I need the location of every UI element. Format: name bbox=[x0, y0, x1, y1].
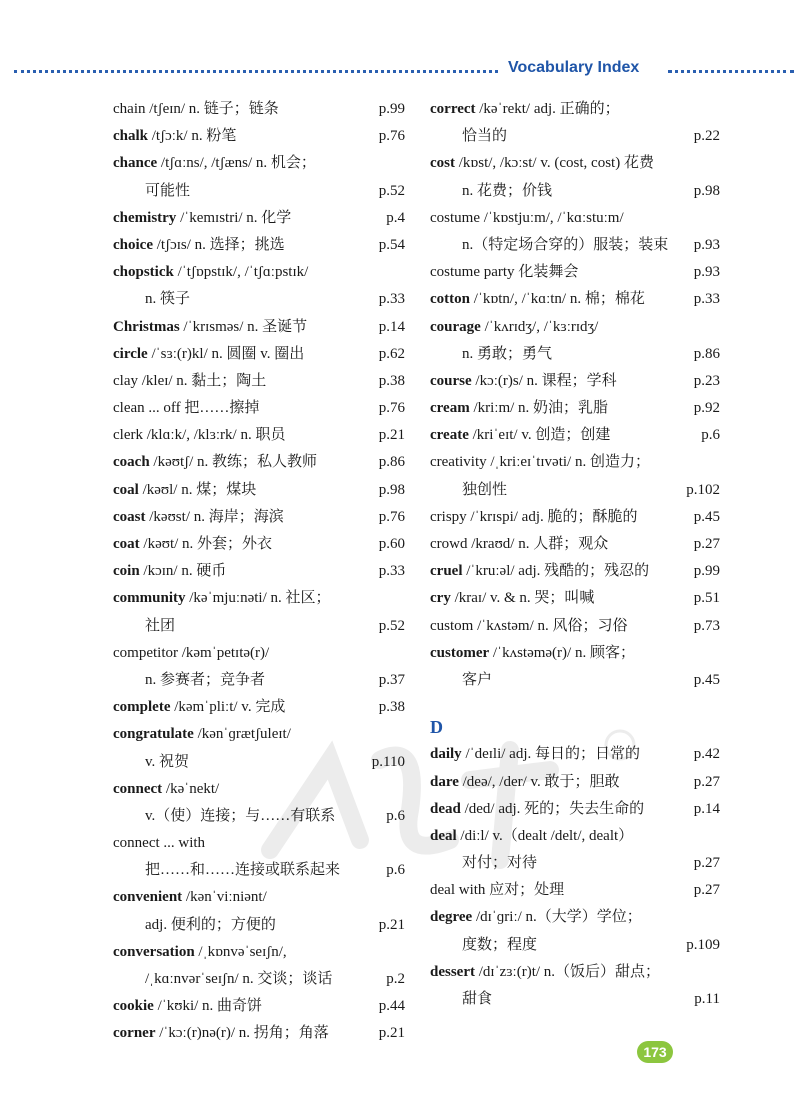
definition: /ded/ adj. 死的；失去生命的 bbox=[460, 800, 645, 817]
vocab-entry bbox=[113, 205, 405, 232]
entry-continuation bbox=[113, 667, 405, 694]
definition: /kɔː(r)s/ n. 课程；学科 bbox=[471, 372, 617, 389]
headword: chalk bbox=[113, 128, 149, 145]
entry-continuation bbox=[430, 850, 720, 877]
page-reference: p.92 bbox=[693, 400, 720, 417]
definition: /kriˈeɪt/ v. 创造；创建 bbox=[468, 427, 611, 444]
page-reference: p.27 bbox=[693, 882, 720, 899]
definition: /ˈkruːəl/ adj. 残酷的；残忍的 bbox=[462, 563, 650, 580]
page-reference: p.42 bbox=[693, 746, 720, 763]
headword: conversation bbox=[113, 943, 195, 960]
entry-continuation bbox=[113, 912, 405, 939]
definition: 把……和……连接或联系起来 bbox=[145, 862, 341, 879]
vocab-entry bbox=[430, 823, 720, 850]
definition: /kɔɪn/ n. 硬币 bbox=[139, 563, 227, 580]
definition: 社团 bbox=[145, 617, 176, 634]
headword: chemistry bbox=[113, 209, 177, 226]
page-reference: p.2 bbox=[386, 971, 405, 987]
headword: chain bbox=[113, 101, 146, 117]
page-reference: p.27 bbox=[693, 855, 720, 872]
page-reference: p.21 bbox=[378, 916, 405, 933]
page-reference: p.45 bbox=[693, 671, 720, 688]
headword: corner bbox=[113, 1025, 156, 1042]
vocab-entry bbox=[430, 96, 720, 123]
page-reference: p.76 bbox=[378, 400, 405, 417]
vocab-entry bbox=[113, 884, 405, 911]
vocab-entry bbox=[430, 585, 720, 612]
vocab-entry bbox=[113, 123, 405, 150]
definition: v.（使）连接；与……有联系 bbox=[145, 807, 336, 824]
headword: cry bbox=[430, 590, 451, 607]
entry-continuation bbox=[113, 178, 405, 205]
entry-continuation bbox=[430, 232, 720, 259]
definition: /ˈdeɪli/ adj. 每日的；日常的 bbox=[461, 746, 641, 763]
vocab-entry bbox=[430, 613, 720, 640]
headword: clay bbox=[113, 372, 138, 389]
definition: /kəˈmjuːnəti/ n. 社区； bbox=[185, 590, 331, 607]
definition: /kraɪ/ v. & n. 哭；叫喊 bbox=[450, 590, 595, 607]
definition: /ˈkɒstjuːm/, /ˈkɑːstuːm/ bbox=[480, 209, 624, 226]
headword: connect bbox=[113, 780, 163, 797]
vocab-entry bbox=[430, 205, 720, 232]
definition: /kənˈɡrætʃuleɪt/ bbox=[193, 726, 291, 743]
page-reference: p.99 bbox=[378, 101, 405, 117]
vocab-entry bbox=[430, 959, 720, 986]
definition: /tʃɔːk/ n. 粉笔 bbox=[148, 128, 237, 145]
definition: /kəˈnekt/ bbox=[162, 780, 220, 797]
definition: v. 祝贺 bbox=[145, 753, 190, 770]
definition: /ˈkrɪsməs/ n. 圣诞节 bbox=[179, 318, 308, 335]
vocab-entry bbox=[113, 150, 405, 177]
vocab-entry bbox=[113, 830, 405, 857]
definition: 化装舞会 bbox=[514, 264, 579, 281]
vocab-entry bbox=[430, 259, 720, 286]
vocab-entry bbox=[113, 1020, 405, 1047]
page-reference: p.76 bbox=[378, 128, 405, 145]
definition: /ˌkriːeɪˈtɪvəti/ n. 创造力； bbox=[486, 454, 650, 471]
vocab-entry bbox=[113, 232, 405, 259]
section-letter: D bbox=[430, 717, 443, 738]
page-reference: p.4 bbox=[386, 209, 405, 226]
vocab-entry bbox=[430, 286, 720, 313]
entry-continuation bbox=[113, 613, 405, 640]
vocab-entry bbox=[113, 341, 405, 368]
definition: 独创性 bbox=[462, 481, 508, 498]
vocab-entry bbox=[430, 368, 720, 395]
page-reference: p.38 bbox=[378, 699, 405, 716]
headword: clean ... off bbox=[113, 400, 181, 417]
headword: community bbox=[113, 590, 186, 607]
vocab-entry bbox=[113, 96, 405, 123]
definition: /ˈkɔː(r)nə(r)/ n. 拐角；角落 bbox=[155, 1025, 329, 1042]
page-reference: p.6 bbox=[701, 427, 720, 444]
vocab-entry bbox=[113, 776, 405, 803]
headword: cream bbox=[430, 400, 470, 417]
definition: /klɑːk/, /klɜːrk/ n. 职员 bbox=[142, 427, 286, 444]
definition: /kəmˈpetɪtə(r)/ bbox=[177, 644, 270, 661]
page-reference: p.60 bbox=[378, 536, 405, 552]
entry-continuation bbox=[113, 857, 405, 884]
vocab-entry bbox=[430, 314, 720, 341]
headword: course bbox=[430, 372, 472, 389]
entry-continuation bbox=[113, 749, 405, 776]
vocab-entry bbox=[113, 939, 405, 966]
headword: dessert bbox=[430, 963, 475, 980]
dotted-rule-right bbox=[668, 70, 794, 73]
entry-continuation bbox=[113, 286, 405, 313]
page-reference: p.23 bbox=[693, 372, 720, 389]
headword: creativity bbox=[430, 454, 487, 471]
vocab-entry bbox=[113, 449, 405, 476]
page-reference: p.110 bbox=[371, 753, 405, 770]
definition: /ˈkrɪspi/ adj. 脆的；酥脆的 bbox=[466, 508, 638, 525]
headword: crispy bbox=[430, 508, 467, 525]
vocab-entry bbox=[430, 395, 720, 422]
vocab-entry bbox=[430, 150, 720, 177]
definition: /ˌkɑːnvərˈseɪʃn/ n. 交谈；谈话 bbox=[145, 971, 333, 987]
page-reference: p.6 bbox=[386, 807, 405, 824]
page-reference: p.44 bbox=[378, 998, 405, 1015]
headword: create bbox=[430, 427, 469, 444]
vocab-entry bbox=[113, 993, 405, 1020]
page-reference: p.27 bbox=[693, 536, 720, 552]
headword: coin bbox=[113, 563, 140, 580]
page-reference: p.109 bbox=[686, 936, 720, 953]
headword: customer bbox=[430, 644, 490, 661]
page-reference: p.22 bbox=[693, 128, 720, 145]
definition: /kəʊt/ n. 外套；外衣 bbox=[139, 536, 273, 552]
headword: coal bbox=[113, 481, 139, 498]
headword: connect ... with bbox=[113, 835, 206, 852]
page-reference: p.86 bbox=[378, 454, 405, 471]
entry-continuation bbox=[430, 477, 720, 504]
definition: adj. 便利的；方便的 bbox=[145, 916, 276, 933]
page-reference: p.52 bbox=[378, 617, 405, 634]
definition: 把……擦掉 bbox=[180, 400, 260, 417]
definition: n. 花费；价钱 bbox=[462, 182, 553, 199]
definition: /tʃɑːns/, /tʃæns/ n. 机会； bbox=[157, 155, 316, 172]
headword: cruel bbox=[430, 563, 463, 580]
vocab-entry bbox=[430, 741, 720, 768]
definition: n. 筷子 bbox=[145, 291, 191, 308]
headword: degree bbox=[430, 909, 473, 926]
definition: /ˈtʃɒpstɪk/, /ˈtʃɑːpstɪk/ bbox=[173, 264, 309, 281]
definition: /kleɪ/ n. 黏土；陶土 bbox=[137, 372, 267, 389]
page-reference: p.37 bbox=[378, 671, 405, 688]
headword: coat bbox=[113, 536, 140, 552]
page-reference: p.102 bbox=[686, 481, 720, 498]
headword: crowd bbox=[430, 536, 468, 552]
page-reference: p.93 bbox=[693, 264, 720, 281]
headword: coast bbox=[113, 508, 146, 525]
page-reference: p.76 bbox=[378, 508, 405, 525]
vocab-entry bbox=[113, 395, 405, 422]
definition: /kənˈviːniənt/ bbox=[182, 889, 267, 906]
definition: /kəˈrekt/ adj. 正确的； bbox=[475, 101, 620, 117]
definition: 甜食 bbox=[462, 991, 493, 1007]
vocab-entry bbox=[113, 314, 405, 341]
definition: 应对；处理 bbox=[485, 882, 565, 899]
headword: daily bbox=[430, 746, 462, 763]
headword: chopstick bbox=[113, 264, 174, 281]
definition: /ˈkemɪstri/ n. 化学 bbox=[176, 209, 292, 226]
page-reference: p.21 bbox=[378, 427, 405, 444]
headword: correct bbox=[430, 101, 476, 117]
page-reference: p.99 bbox=[693, 563, 720, 580]
vocab-entry bbox=[113, 504, 405, 531]
headword: circle bbox=[113, 345, 148, 362]
header-title: Vocabulary Index bbox=[508, 59, 640, 76]
headword: deal with bbox=[430, 882, 486, 899]
definition: n.（特定场合穿的）服装；装束 bbox=[462, 236, 669, 253]
vocab-entry bbox=[430, 769, 720, 796]
headword: custom bbox=[430, 617, 474, 634]
page-reference: p.86 bbox=[693, 345, 720, 362]
definition: /kəʊl/ n. 煤；煤块 bbox=[138, 481, 257, 498]
vocabulary-column-left bbox=[113, 96, 405, 1048]
vocab-entry bbox=[430, 904, 720, 931]
dotted-rule-left bbox=[14, 70, 498, 73]
headword: Christmas bbox=[113, 318, 180, 335]
vocab-entry bbox=[430, 640, 720, 667]
entry-continuation bbox=[430, 986, 720, 1013]
headword: complete bbox=[113, 699, 171, 716]
headword: cookie bbox=[113, 998, 154, 1015]
headword: cotton bbox=[430, 291, 470, 308]
definition: /deə/, /der/ v. 敢于；胆敢 bbox=[458, 773, 620, 790]
vocab-entry bbox=[113, 640, 405, 667]
page-reference: p.93 bbox=[693, 236, 720, 253]
definition: 度数；程度 bbox=[462, 936, 538, 953]
entry-continuation bbox=[113, 966, 405, 993]
headword: convenient bbox=[113, 889, 183, 906]
definition: /tʃɔɪs/ n. 选择；挑选 bbox=[152, 236, 285, 253]
page-reference: p.11 bbox=[694, 991, 720, 1007]
definition: /ˈkʌrɪdʒ/, /ˈkɜːrɪdʒ/ bbox=[480, 318, 599, 335]
page-number-badge: 173 bbox=[637, 1041, 673, 1063]
headword: courage bbox=[430, 318, 481, 335]
vocab-entry bbox=[430, 422, 720, 449]
page-reference: p.52 bbox=[378, 182, 405, 199]
vocab-entry bbox=[113, 694, 405, 721]
headword: dead bbox=[430, 800, 461, 817]
definition: /ˈkʊki/ n. 曲奇饼 bbox=[153, 998, 263, 1015]
vocab-entry bbox=[430, 531, 720, 558]
definition: /kəʊst/ n. 海岸；海滨 bbox=[145, 508, 284, 525]
page-reference: p.98 bbox=[693, 182, 720, 199]
page-reference: p.62 bbox=[378, 345, 405, 362]
definition: /kraʊd/ n. 人群；观众 bbox=[467, 536, 609, 552]
vocabulary-column-right bbox=[430, 96, 720, 1013]
headword: chance bbox=[113, 155, 158, 172]
entry-continuation bbox=[113, 803, 405, 830]
page-reference: p.98 bbox=[378, 481, 405, 498]
definition: /kəʊtʃ/ n. 教练；私人教师 bbox=[149, 454, 318, 471]
vocab-entry bbox=[430, 449, 720, 476]
entry-continuation bbox=[430, 178, 720, 205]
headword: coach bbox=[113, 454, 150, 471]
definition: /ˈkʌstəmə(r)/ n. 顾客； bbox=[489, 644, 635, 661]
headword: dare bbox=[430, 773, 459, 790]
page-reference: p.14 bbox=[693, 800, 720, 817]
definition: 可能性 bbox=[145, 182, 191, 199]
vocab-entry bbox=[430, 504, 720, 531]
headword: choice bbox=[113, 236, 153, 253]
page-reference: p.38 bbox=[378, 372, 405, 389]
definition: /ˈsɜː(r)kl/ n. 圆圈 v. 圈出 bbox=[147, 345, 305, 362]
definition: /ˈkʌstəm/ n. 风俗；习俗 bbox=[473, 617, 628, 634]
headword: competitor bbox=[113, 644, 178, 661]
vocab-entry bbox=[430, 877, 720, 904]
definition: n. 勇敢；勇气 bbox=[462, 345, 553, 362]
headword: cost bbox=[430, 155, 455, 172]
headword: costume bbox=[430, 209, 480, 226]
page-reference: p.54 bbox=[378, 236, 405, 253]
vocab-entry bbox=[113, 585, 405, 612]
definition: /dɪˈzɜː(r)t/ n.（饭后）甜点； bbox=[475, 963, 661, 980]
definition: 对付；对待 bbox=[462, 855, 538, 872]
definition: /kriːm/ n. 奶油；乳脂 bbox=[469, 400, 609, 417]
entry-continuation bbox=[430, 932, 720, 959]
page-reference: p.21 bbox=[378, 1025, 405, 1042]
vocab-entry bbox=[430, 796, 720, 823]
definition: /tʃeɪn/ n. 链子；链条 bbox=[145, 101, 279, 117]
page-reference: p.45 bbox=[693, 508, 720, 525]
headword: deal bbox=[430, 827, 457, 844]
headword: congratulate bbox=[113, 726, 194, 743]
definition: /ˌkɒnvəˈseɪʃn/, bbox=[194, 943, 287, 960]
definition: n. 参赛者；竞争者 bbox=[145, 671, 266, 688]
entry-continuation bbox=[430, 667, 720, 694]
vocab-entry bbox=[113, 368, 405, 395]
definition: /kəmˈpliːt/ v. 完成 bbox=[170, 699, 286, 716]
headword: costume party bbox=[430, 264, 515, 281]
definition: /kɒst/, /kɔːst/ v. (cost, cost) 花费 bbox=[455, 155, 654, 172]
page-reference: p.51 bbox=[693, 590, 720, 607]
vocab-entry bbox=[430, 558, 720, 585]
vocab-entry bbox=[113, 558, 405, 585]
headword: clerk bbox=[113, 427, 143, 444]
entry-continuation bbox=[430, 341, 720, 368]
vocab-entry bbox=[113, 531, 405, 558]
page-reference: p.33 bbox=[378, 563, 405, 580]
definition: /diːl/ v.（dealt /delt/, dealt） bbox=[456, 827, 634, 844]
vocab-entry bbox=[113, 721, 405, 748]
page-reference: p.14 bbox=[378, 318, 405, 335]
page-reference: p.33 bbox=[693, 291, 720, 308]
definition: /ˈkɒtn/, /ˈkɑːtn/ n. 棉；棉花 bbox=[470, 291, 645, 308]
entry-continuation bbox=[430, 123, 720, 150]
vocab-entry bbox=[113, 259, 405, 286]
vocab-entry bbox=[113, 477, 405, 504]
definition: 客户 bbox=[462, 671, 493, 688]
page-reference: p.73 bbox=[693, 617, 720, 634]
definition: 恰当的 bbox=[462, 128, 508, 145]
page-reference: p.33 bbox=[378, 291, 405, 308]
definition: /dɪˈɡriː/ n.（大学）学位； bbox=[472, 909, 642, 926]
page-reference: p.6 bbox=[386, 862, 405, 879]
page-reference: p.27 bbox=[693, 773, 720, 790]
running-header bbox=[0, 58, 800, 84]
vocab-entry bbox=[113, 422, 405, 449]
